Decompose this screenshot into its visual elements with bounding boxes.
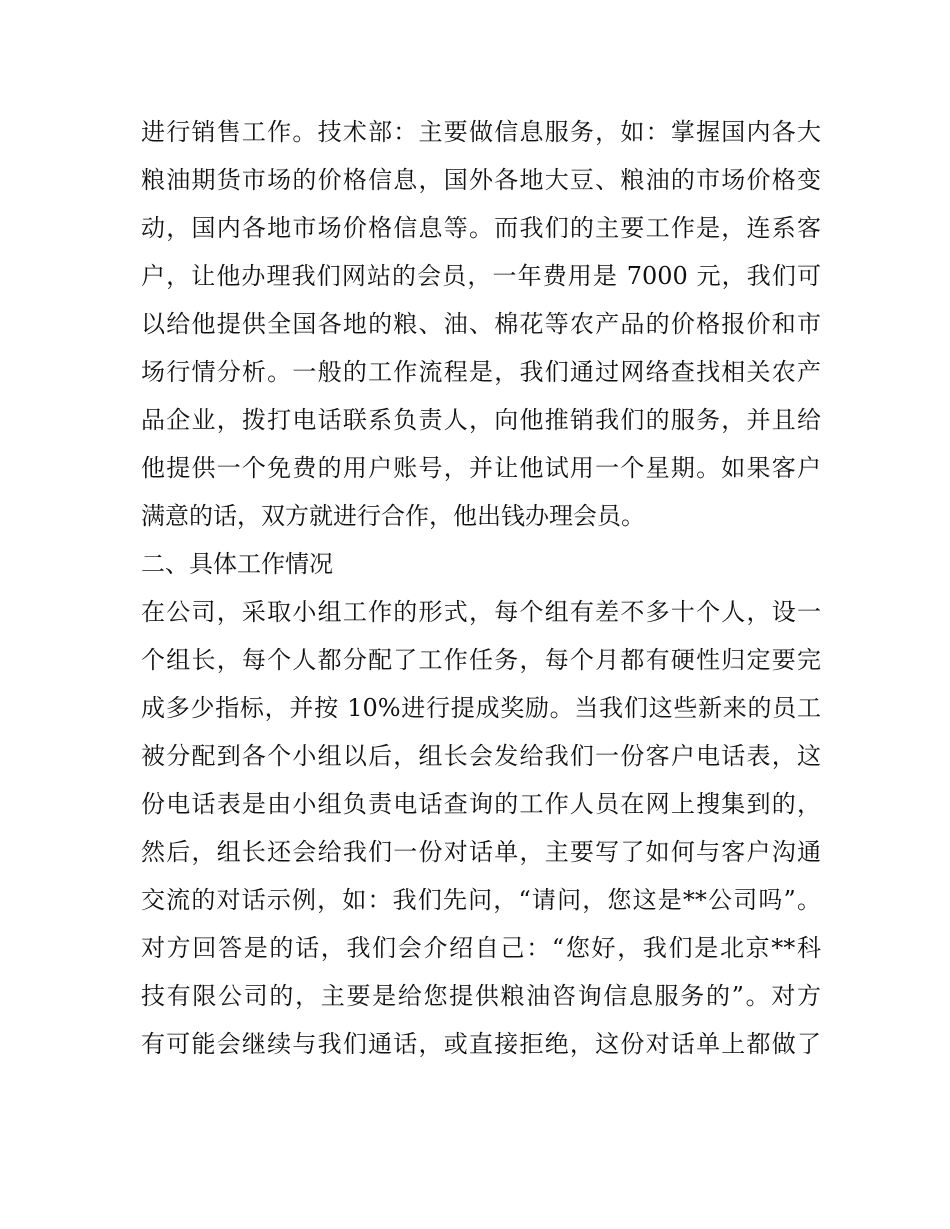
text-line-5: 以给他提供全国各地的粮、油、棉花等农产品的价格报价和市: [141, 310, 821, 338]
body-text: [141, 108, 821, 1068]
section-heading: 二、具体工作情况: [141, 550, 333, 578]
text-line-3: 动，国内各地市场价格信息等。而我们的主要工作是，连系客: [141, 214, 821, 242]
text-line-9: 满意的话，双方就进行合作，他出钱办理会员。: [141, 502, 645, 530]
text-line-14: 被分配到各个小组以后，组长会发给我们一份客户电话表，这: [141, 742, 821, 770]
text-line-15: 份电话表是由小组负责电话查询的工作人员在网上搜集到的，: [141, 790, 821, 818]
text-line-6: 场行情分析。一般的工作流程是，我们通过网络查找相关农产: [141, 358, 821, 386]
text-line-8: 他提供一个免费的用户账号，并让他试用一个星期。如果客户: [141, 454, 821, 482]
text-line-13: 成多少指标，并按 10%进行提成奖励。当我们这些新来的员工: [141, 694, 821, 722]
text-line-2: 粮油期货市场的价格信息，国外各地大豆、粮油的市场价格变: [141, 166, 821, 194]
text-line-11: 在公司，采取小组工作的形式，每个组有差不多十个人，设一: [141, 598, 821, 626]
text-line-7: 品企业，拨打电话联系负责人，向他推销我们的服务，并且给: [141, 406, 821, 434]
text-line-18: 对方回答是的话，我们会介绍自己：“您好，我们是北京**科: [141, 934, 821, 962]
text-line-12: 个组长，每个人都分配了工作任务，每个月都有硬性归定要完: [141, 646, 821, 674]
text-line-4: 户，让他办理我们网站的会员，一年费用是 7000 元，我们可: [141, 262, 821, 290]
text-line-20: 有可能会继续与我们通话，或直接拒绝，这份对话单上都做了: [141, 1030, 821, 1058]
text-line-17: 交流的对话示例，如：我们先问，“请问，您这是**公司吗”。: [141, 886, 821, 914]
text-line-19: 技有限公司的，主要是给您提供粮油咨询信息服务的”。对方: [141, 982, 821, 1010]
text-line-1: 进行销售工作。技术部：主要做信息服务，如：掌握国内各大: [141, 118, 821, 146]
text-line-16: 然后，组长还会给我们一份对话单，主要写了如何与客户沟通: [141, 838, 821, 866]
